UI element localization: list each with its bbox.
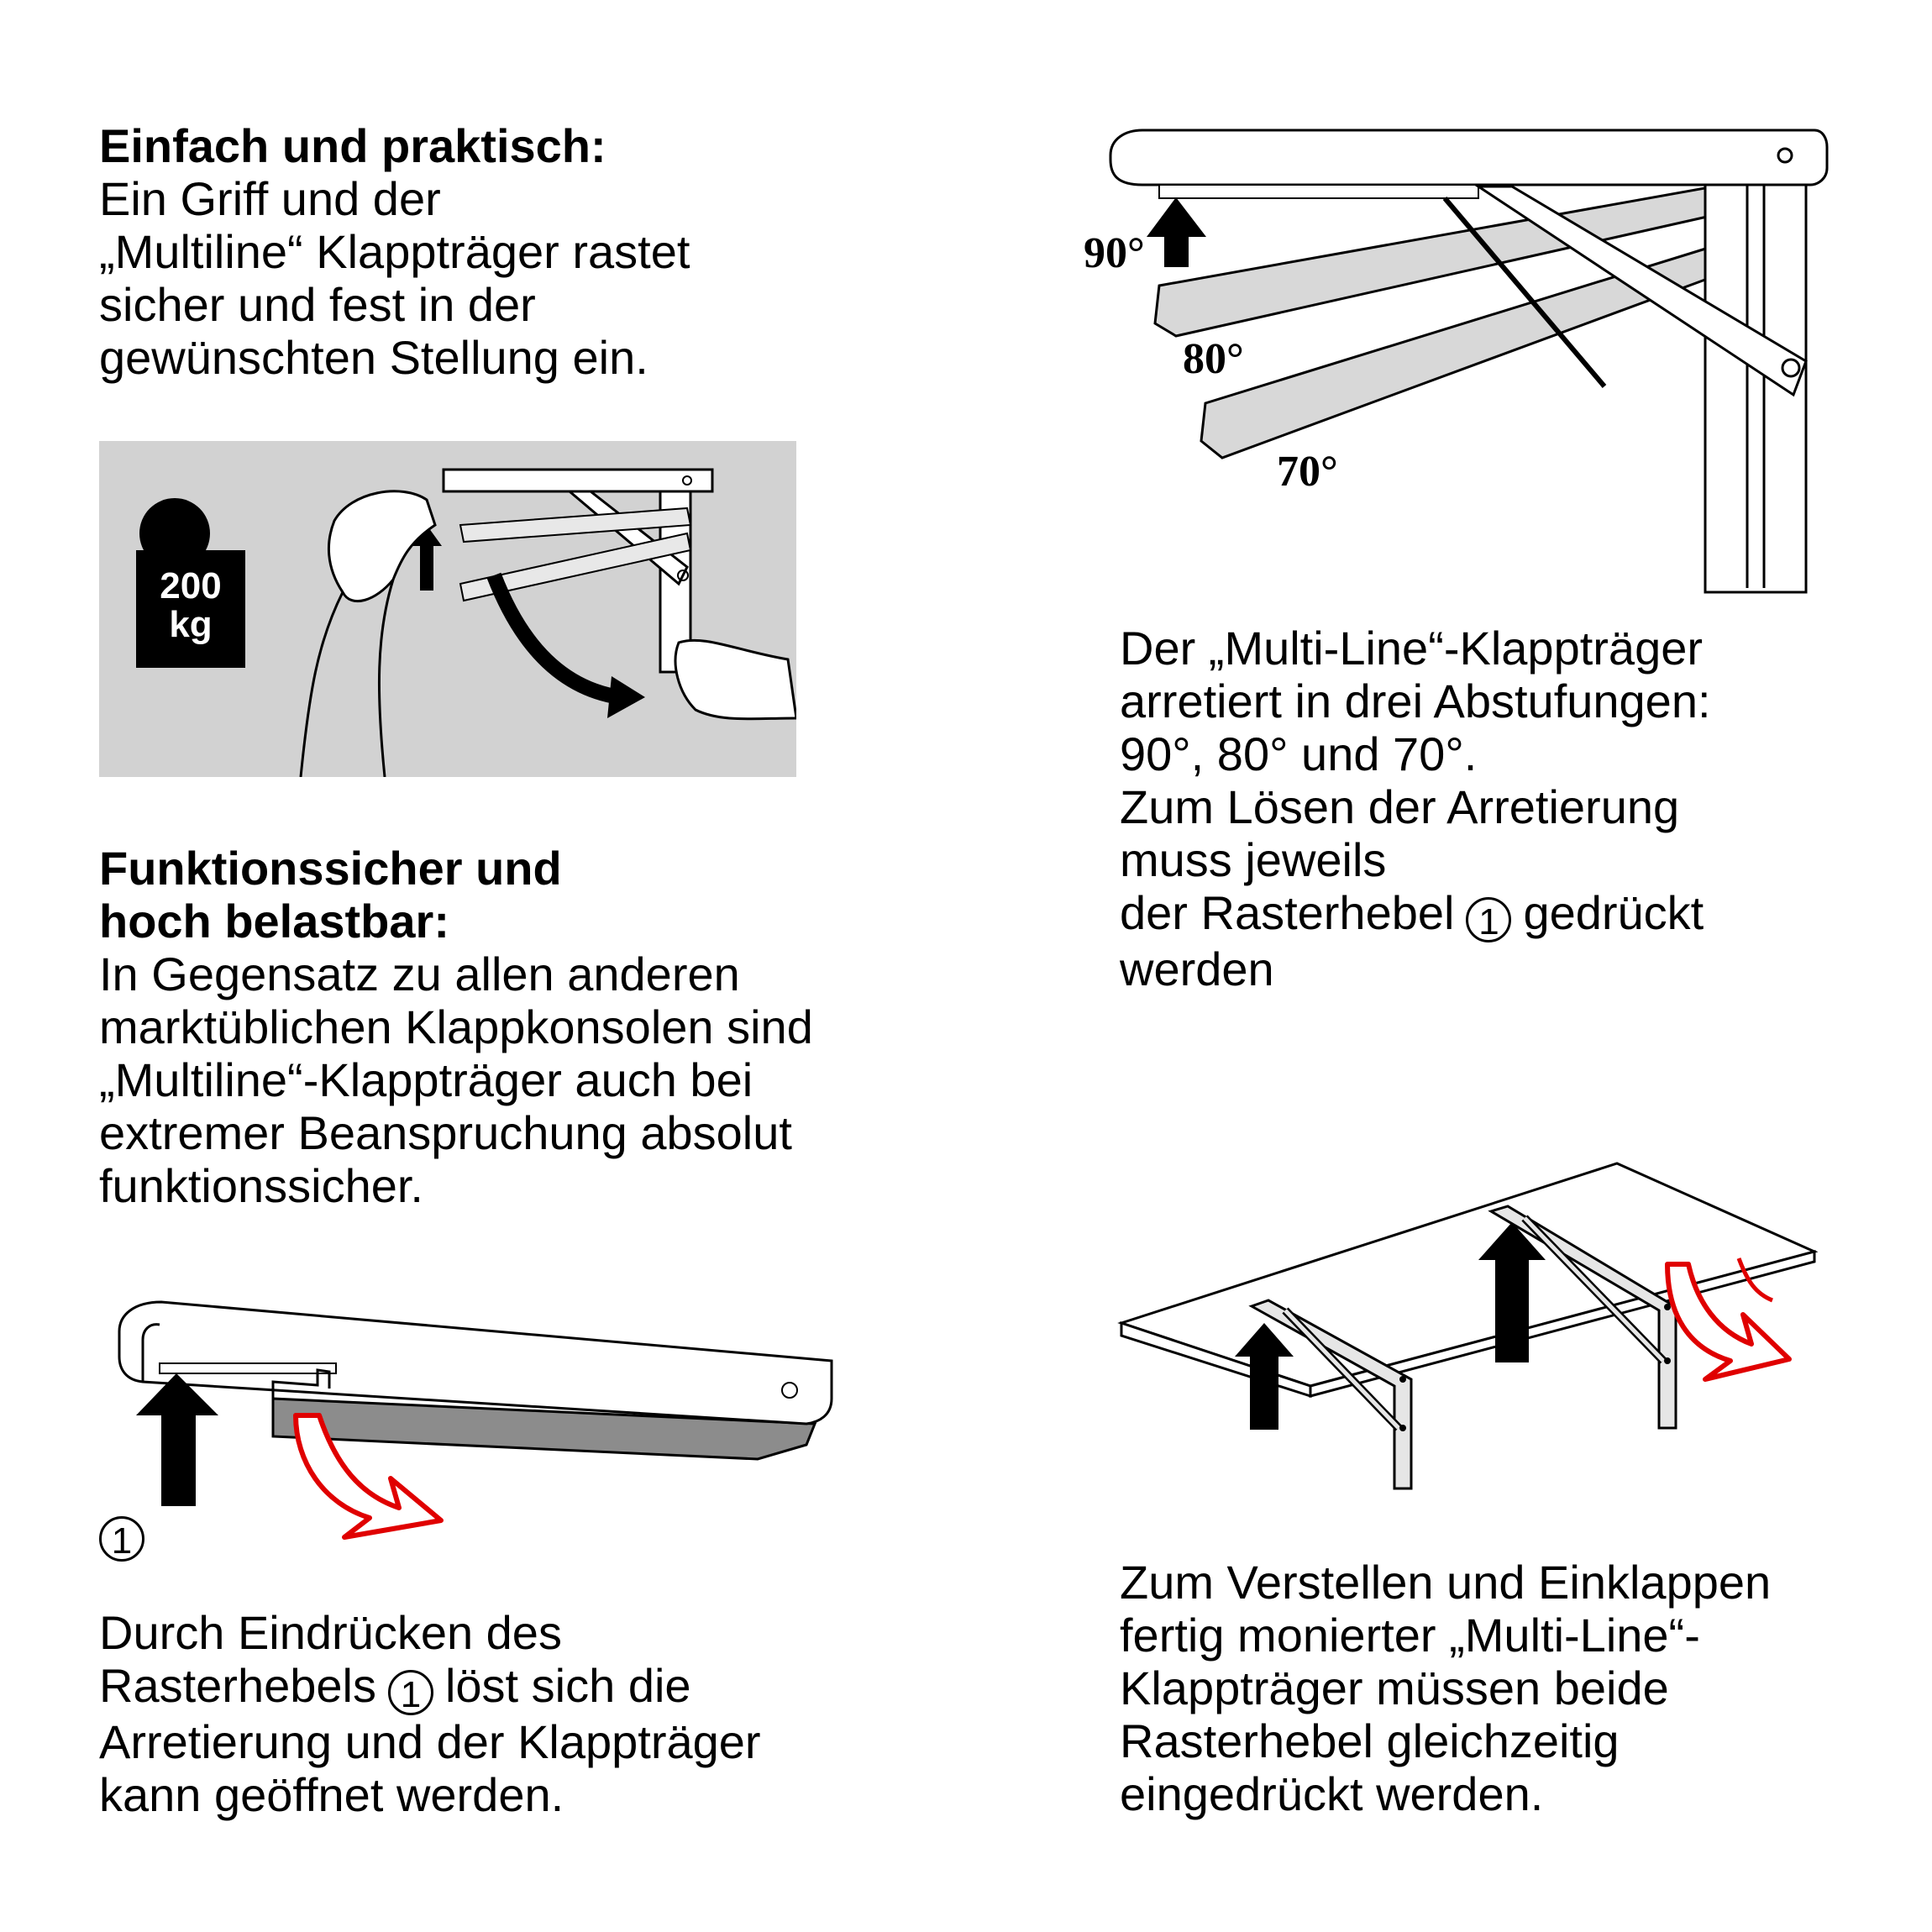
reliability-line: „Multiline“-Klappträger auch bei	[99, 1053, 753, 1106]
reliability-line: extremer Beanspruchung absolut	[99, 1106, 792, 1159]
adjust-line: Klappträger müssen beide	[1120, 1662, 1669, 1714]
reliability-heading: Funktionssicher und	[99, 842, 562, 895]
lever-marker	[99, 1516, 144, 1562]
angle-label-70: 70°	[1277, 448, 1338, 496]
reliability-text	[99, 842, 813, 1212]
lever-marker-number: 1	[111, 1520, 133, 1562]
adjust-line: Rasterhebel gleichzeitig	[1120, 1714, 1620, 1767]
angles-line-part: gedrückt	[1523, 886, 1704, 939]
release-line: Arretierung und der Klappträger	[99, 1715, 761, 1768]
angle-bracket-illustration	[1084, 118, 1840, 605]
angles-line: arretiert in drei Abstufungen:	[1120, 675, 1711, 727]
intro-line: gewünschten Stellung ein.	[99, 331, 648, 384]
release-line-part: löst sich die	[444, 1659, 691, 1712]
intro-line: Ein Griff und der	[99, 172, 441, 225]
angles-line: muss jeweils	[1120, 833, 1387, 886]
release-text	[99, 1606, 761, 1821]
reliability-line: funktionssicher.	[99, 1159, 423, 1212]
lever-marker-inline	[388, 1670, 433, 1715]
folded-bracket-illustration	[109, 1298, 848, 1567]
folded-bracket-drawing	[109, 1298, 848, 1567]
intro-text	[99, 119, 690, 384]
intro-heading: Einfach und praktisch:	[99, 119, 606, 172]
hand-operation-illustration	[99, 441, 796, 777]
reliability-line: marktüblichen Klappkonsolen sind	[99, 1000, 813, 1053]
angles-line: 90°, 80° und 70°.	[1120, 727, 1478, 780]
weight-value: 200	[160, 565, 222, 606]
angle-label-80: 80°	[1183, 335, 1244, 383]
adjust-line: fertig monierter „Multi-Line“-	[1120, 1609, 1700, 1662]
adjust-line: Zum Verstellen und Einklappen	[1120, 1556, 1772, 1609]
angles-line-part: der Rasterhebel	[1120, 886, 1455, 939]
angles-line	[1120, 886, 1711, 942]
adjust-line: eingedrückt werden.	[1120, 1767, 1544, 1820]
release-line: kann geöffnet werden.	[99, 1768, 564, 1821]
table-brackets-illustration	[1117, 1159, 1873, 1512]
lever-marker-number: 1	[1478, 901, 1499, 942]
lever-marker-number: 1	[400, 1674, 422, 1715]
angles-line: Zum Lösen der Arretierung	[1120, 780, 1680, 833]
intro-line: sicher und fest in der	[99, 278, 536, 331]
adjust-text	[1120, 1556, 1771, 1820]
release-line	[99, 1659, 761, 1715]
table-brackets-drawing	[1117, 1159, 1873, 1512]
reliability-line: In Gegensatz zu allen anderen	[99, 948, 740, 1000]
release-line-part: Rasterhebels	[99, 1659, 376, 1712]
lever-marker-inline	[1466, 897, 1511, 942]
angles-line: werden	[1120, 942, 1274, 995]
release-line: Durch Eindrücken des	[99, 1606, 562, 1659]
angles-line: Der „Multi-Line“-Klappträger	[1120, 622, 1704, 675]
intro-line: „Multiline“ Klappträger rastet	[99, 225, 690, 278]
angle-label-90: 90°	[1084, 229, 1145, 277]
weight-label	[136, 567, 245, 644]
weight-unit: kg	[169, 604, 213, 645]
reliability-heading: hoch belastbar:	[99, 895, 449, 948]
angles-text	[1120, 622, 1711, 995]
